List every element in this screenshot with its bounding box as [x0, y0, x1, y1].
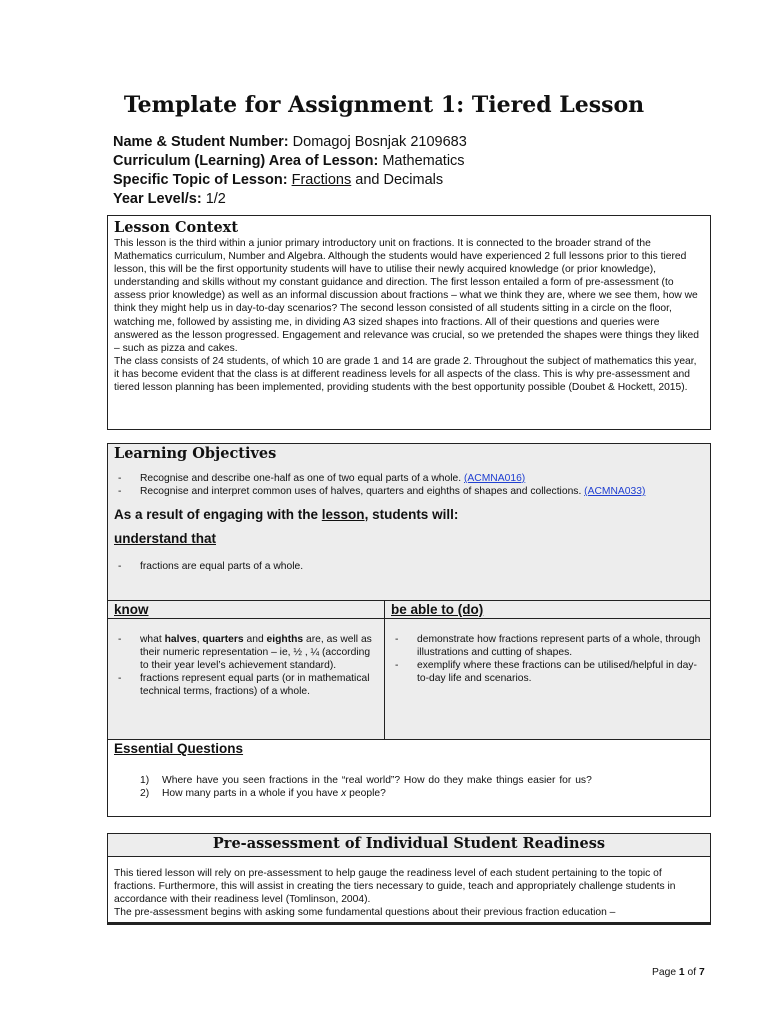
question-number: 1): [140, 775, 150, 786]
know-bold: quarters: [202, 634, 244, 645]
essential-questions-section: [108, 740, 710, 800]
pre-assessment-heading: Pre-assessment of Individual Student Readiness: [108, 834, 710, 857]
objectives-list: [114, 472, 704, 498]
topic-value-underlined: Fractions: [291, 172, 352, 188]
do-list: [391, 633, 704, 685]
curriculum-code-link[interactable]: (ACMNA016): [464, 473, 526, 484]
page-total: 7: [698, 967, 705, 978]
understand-heading: understand that: [114, 531, 217, 546]
know-list: [114, 633, 378, 698]
do-heading: be able to (do): [391, 602, 484, 617]
question-text: How many parts in a whole if you have: [162, 788, 342, 799]
know-text: are, as well as their numeric representation – ie, ½ , ¼ (according to their year level’s achievement standard).: [140, 634, 372, 671]
year-value: 1/2: [201, 191, 226, 207]
understand-list: [114, 560, 704, 573]
area-label: Curriculum (Learning) Area of Lesson:: [113, 153, 379, 169]
year-row: [113, 190, 467, 209]
list-item: [114, 774, 704, 787]
lesson-meta: [113, 133, 467, 209]
name-value: Domagoj Bosnjak 2109683: [288, 134, 467, 150]
year-label: Year Level/s:: [113, 191, 202, 207]
list-item: - demonstrate how fractions represent parts of a whole, through illustrations and cutting of shapes.: [391, 633, 704, 659]
pre-assessment-body: [108, 857, 710, 919]
lesson-context-paragraph: The class consists of 24 students, of which 10 are grade 1 and 14 are grade 2. Throughout the subject of mathematics this year, it has become evident that the class is at different readiness levels for all aspects of the class. This is why pre-assessment and tiered lesson planning has been implemented, providing students with the best opportunity possible (Doubet & Hockett, 2015).: [114, 355, 697, 394]
result-prefix: As a result of engaging with the: [114, 507, 322, 522]
know-text: what: [140, 634, 165, 645]
question-text: Where have you seen fractions in the “real world”? How do they make things easier for us?: [162, 775, 592, 786]
list-item: [114, 485, 704, 498]
page-number: [652, 967, 705, 978]
name-label: Name & Student Number:: [113, 134, 289, 150]
list-item: - fractions are equal parts of a whole.: [114, 560, 704, 573]
lesson-context-body: [114, 237, 704, 394]
list-item: [114, 633, 378, 672]
learning-objectives-heading: Learning Objectives: [114, 445, 277, 462]
result-statement: [114, 507, 704, 522]
pre-assessment-paragraph: The pre-assessment begins with asking some fundamental questions about their previous fraction education –: [114, 907, 616, 918]
do-column: [385, 601, 710, 739]
page-current: 1: [678, 967, 685, 978]
know-text: and: [243, 634, 267, 645]
pre-assessment-box: [107, 833, 711, 925]
know-do-columns: [108, 601, 710, 740]
topic-row: [113, 171, 467, 190]
know-text: ,: [196, 634, 203, 645]
lesson-context-box: [107, 215, 711, 430]
pre-assessment-paragraph: This tiered lesson will rely on pre-assessment to help gauge the readiness level of each student pertaining to the topic of fractions. Furthermore, this will assist in creating the tiers necessary to guide, teach and appropriately challenge students in accordance with their readiness level (Tomlinson, 2004).: [114, 868, 676, 905]
topic-value-rest: and Decimals: [351, 172, 444, 188]
learning-objectives-top: [108, 444, 710, 601]
divider: [385, 618, 710, 619]
question-number: 2): [140, 788, 150, 799]
list-item: [114, 787, 704, 800]
curriculum-code-link[interactable]: (ACMNA033): [584, 486, 646, 497]
question-italic: x: [341, 788, 347, 799]
objective-text: Recognise and describe one-half as one of two equal parts of a whole.: [140, 473, 464, 484]
essential-questions-heading: Essential Questions: [114, 741, 244, 756]
know-bold: halves: [164, 634, 197, 645]
know-bold: eighths: [266, 634, 304, 645]
know-column: [108, 601, 385, 739]
list-item: - fractions represent equal parts (or in mathematical technical terms, fractions) of a whole.: [114, 672, 378, 698]
page-of: of: [684, 967, 699, 978]
essential-questions-list: [114, 774, 704, 800]
area-value: Mathematics: [378, 153, 465, 169]
list-item: [114, 472, 704, 485]
topic-label: Specific Topic of Lesson:: [113, 172, 288, 188]
area-row: [113, 152, 467, 171]
lesson-context-paragraph: This lesson is the third within a junior primary introductory unit on fractions. It is connected to the broader strand of the Mathematics curriculum, Number and Algebra. Although the students would have experienced 2 full lessons prior to this tiered lesson, this will be the first opportunity students will have to utilise their newly acquired knowledge (or prior knowledge), understanding and skills without my constant guidance and direction. The first lesson entailed a form of pre-assessment (to assess prior knowledge) as well as an informal discussion about fractions – what we think they are, where we see them, how we think they might help us in day-to-day scenarios? The second lesson consisted of all students sitting in a circle on the floor, watching me, followed by assisting me, in dividing A3 sized shapes into fractions. All of their questions and queries were answered as the lesson progressed. Engagement and relevance was crucial, so we pretended the shapes were things they liked – such as pizza and cakes.: [114, 238, 699, 354]
objective-text: Recognise and interpret common uses of halves, quarters and eighths of shapes and collections.: [140, 486, 585, 497]
page-title: Template for Assignment 1: Tiered Lesson: [123, 92, 645, 118]
name-row: [113, 133, 467, 152]
lesson-context-heading: Lesson Context: [114, 219, 239, 236]
list-item: - exemplify where these fractions can be utilised/helpful in day-to-day life and scenarios.: [391, 659, 704, 685]
result-underlined: lesson: [321, 507, 365, 522]
question-text: people?: [346, 788, 386, 799]
page-prefix: Page: [652, 967, 679, 978]
know-heading: know: [114, 602, 149, 617]
learning-objectives-box: [107, 443, 711, 817]
divider: [108, 618, 384, 619]
result-suffix: , students will:: [364, 507, 459, 522]
